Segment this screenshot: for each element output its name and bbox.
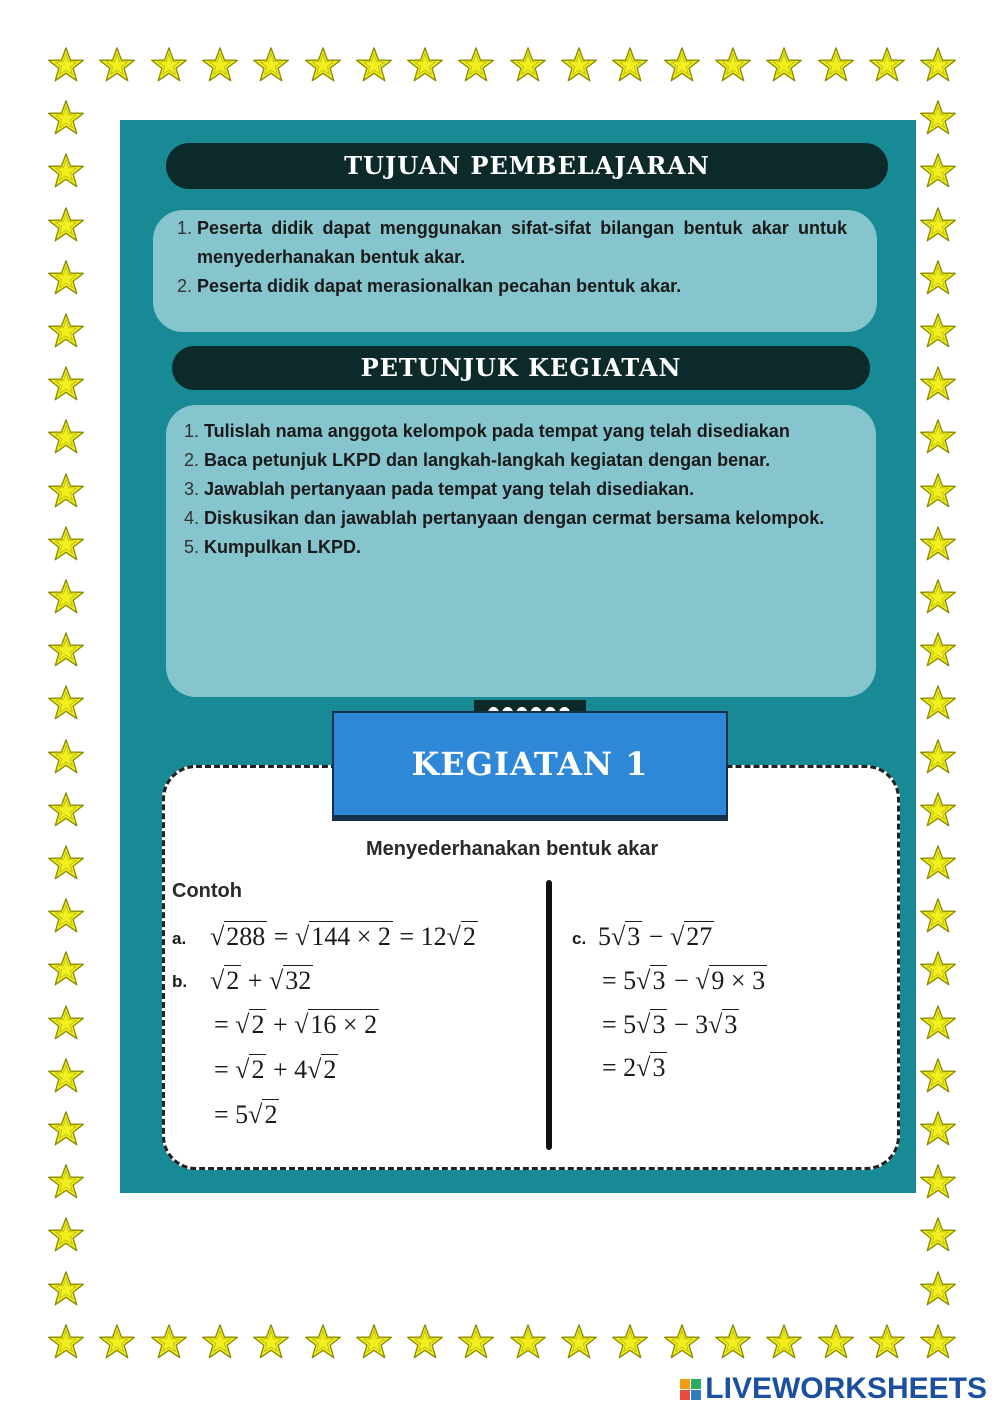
- star-icon: [765, 1323, 803, 1361]
- star-icon: [457, 1323, 495, 1361]
- star-icon: [457, 46, 495, 84]
- star-icon: [355, 1323, 393, 1361]
- star-icon: [560, 46, 598, 84]
- list-item: 2. Peserta didik dapat merasionalkan pecahan bentuk akar.: [177, 276, 682, 296]
- sqrt-term: √288: [210, 922, 266, 951]
- star-icon: [47, 99, 85, 137]
- star-icon: [47, 259, 85, 297]
- star-icon: [919, 1057, 957, 1095]
- star-icon: [47, 418, 85, 456]
- star-icon: [252, 46, 290, 84]
- star-icon: [919, 365, 957, 403]
- list-item: 5. Kumpulkan LKPD.: [184, 537, 362, 557]
- kegiatan-subtitle: Menyederhanakan bentuk akar: [366, 838, 659, 860]
- star-icon: [765, 46, 803, 84]
- star-icon: [560, 1323, 598, 1361]
- star-icon: [47, 738, 85, 776]
- star-icon: [47, 1270, 85, 1308]
- example-c-line-4: = 2√3: [602, 1053, 666, 1082]
- watermark-text: LIVEWORKSHEETS: [705, 1372, 987, 1405]
- star-icon: [868, 1323, 906, 1361]
- example-a-label: a.: [172, 929, 187, 948]
- star-icon: [47, 844, 85, 882]
- star-icon: [919, 472, 957, 510]
- liveworksheets-watermark: [680, 1372, 987, 1406]
- example-b-line-1: √2 + √32: [210, 966, 312, 995]
- star-icon: [47, 1004, 85, 1042]
- list-item: 1. Tulislah nama anggota kelompok pada tempat yang telah disediakan: [184, 421, 790, 441]
- star-icon: [919, 1216, 957, 1254]
- example-b-line-4: = 5√2: [214, 1100, 278, 1129]
- star-icon: [47, 950, 85, 988]
- star-icon: [252, 1323, 290, 1361]
- star-icon: [98, 1323, 136, 1361]
- star-icon: [47, 206, 85, 244]
- star-icon: [919, 897, 957, 935]
- list-item: 3. Jawablah pertanyaan pada tempat yang telah disediakan.: [184, 479, 695, 499]
- star-icon: [47, 1110, 85, 1148]
- petunjuk-banner: [172, 346, 870, 390]
- star-icon: [919, 738, 957, 776]
- star-icon: [98, 46, 136, 84]
- star-icon: [47, 631, 85, 669]
- list-item: 4. Diskusikan dan jawablah pertanyaan dengan cermat bersama kelompok.: [184, 508, 825, 528]
- star-icon: [355, 46, 393, 84]
- star-icon: [150, 1323, 188, 1361]
- star-icon: [919, 1110, 957, 1148]
- star-icon: [868, 46, 906, 84]
- contoh-label: Contoh: [172, 880, 242, 902]
- example-c-line-1: 5√3 − √27: [598, 922, 713, 951]
- star-icon: [714, 46, 752, 84]
- sqrt-term: √144 × 2: [294, 922, 391, 951]
- tujuan-title: TUJUAN PEMBELAJARAN: [344, 151, 710, 180]
- example-b-label: b.: [172, 972, 188, 991]
- example-c-label: c.: [572, 929, 587, 948]
- example-c-line-3: = 5√3 − 3√3: [602, 1010, 738, 1039]
- column-divider: [546, 880, 552, 1150]
- star-icon: [919, 206, 957, 244]
- star-icon: [150, 46, 188, 84]
- liveworksheets-logo-icon: [680, 1379, 701, 1400]
- star-icon: [47, 152, 85, 190]
- star-icon: [509, 46, 547, 84]
- star-icon: [47, 684, 85, 722]
- star-icon: [201, 46, 239, 84]
- star-icon: [47, 312, 85, 350]
- star-icon: [304, 46, 342, 84]
- star-icon: [817, 46, 855, 84]
- petunjuk-list: [184, 417, 854, 562]
- star-icon: [919, 631, 957, 669]
- star-icon: [47, 897, 85, 935]
- sqrt-term: √2: [446, 922, 476, 951]
- star-icon: [47, 472, 85, 510]
- example-b-line-3: = √2 + 4√2: [214, 1055, 337, 1084]
- star-icon: [47, 1323, 85, 1361]
- star-icon: [611, 1323, 649, 1361]
- kegiatan-title-text: KEGIATAN 1: [411, 745, 649, 783]
- star-icon: [406, 46, 444, 84]
- star-icon: [47, 1057, 85, 1095]
- star-icon: [919, 844, 957, 882]
- petunjuk-box: [166, 405, 876, 697]
- example-a-line: √288 = √144 × 2 = 12√2: [210, 922, 476, 951]
- example-c-line-2: = 5√3 − √9 × 3: [602, 966, 766, 995]
- star-icon: [919, 684, 957, 722]
- petunjuk-title: PETUNJUK KEGIATAN: [360, 353, 682, 382]
- kegiatan-title: [332, 711, 728, 821]
- star-icon: [509, 1323, 547, 1361]
- star-icon: [304, 1323, 342, 1361]
- example-b-line-2: = √2 + √16 × 2: [214, 1010, 378, 1039]
- star-icon: [47, 365, 85, 403]
- star-icon: [919, 99, 957, 137]
- star-icon: [47, 578, 85, 616]
- star-icon: [47, 791, 85, 829]
- star-icon: [919, 259, 957, 297]
- star-icon: [919, 1163, 957, 1201]
- star-icon: [663, 1323, 701, 1361]
- list-item: 2. Baca petunjuk LKPD dan langkah-langkah kegiatan dengan benar.: [184, 450, 771, 470]
- star-icon: [919, 1323, 957, 1361]
- tujuan-list: [177, 214, 847, 301]
- star-icon: [611, 46, 649, 84]
- star-icon: [714, 1323, 752, 1361]
- star-icon: [406, 1323, 444, 1361]
- star-icon: [919, 1004, 957, 1042]
- star-icon: [919, 525, 957, 563]
- star-icon: [919, 152, 957, 190]
- list-item: 1. Peserta didik dapat menggunakan sifat-sifat bilangan bentuk akar untuk menyederhanakan bentuk akar.: [177, 218, 847, 267]
- star-icon: [919, 1270, 957, 1308]
- star-icon: [47, 525, 85, 563]
- star-icon: [919, 46, 957, 84]
- star-icon: [47, 1163, 85, 1201]
- tujuan-box: [153, 210, 877, 332]
- star-icon: [919, 312, 957, 350]
- star-icon: [919, 418, 957, 456]
- star-icon: [919, 791, 957, 829]
- star-icon: [47, 46, 85, 84]
- star-icon: [201, 1323, 239, 1361]
- star-icon: [663, 46, 701, 84]
- star-icon: [47, 1216, 85, 1254]
- star-icon: [817, 1323, 855, 1361]
- tujuan-banner: [166, 143, 888, 189]
- star-icon: [919, 950, 957, 988]
- star-icon: [919, 578, 957, 616]
